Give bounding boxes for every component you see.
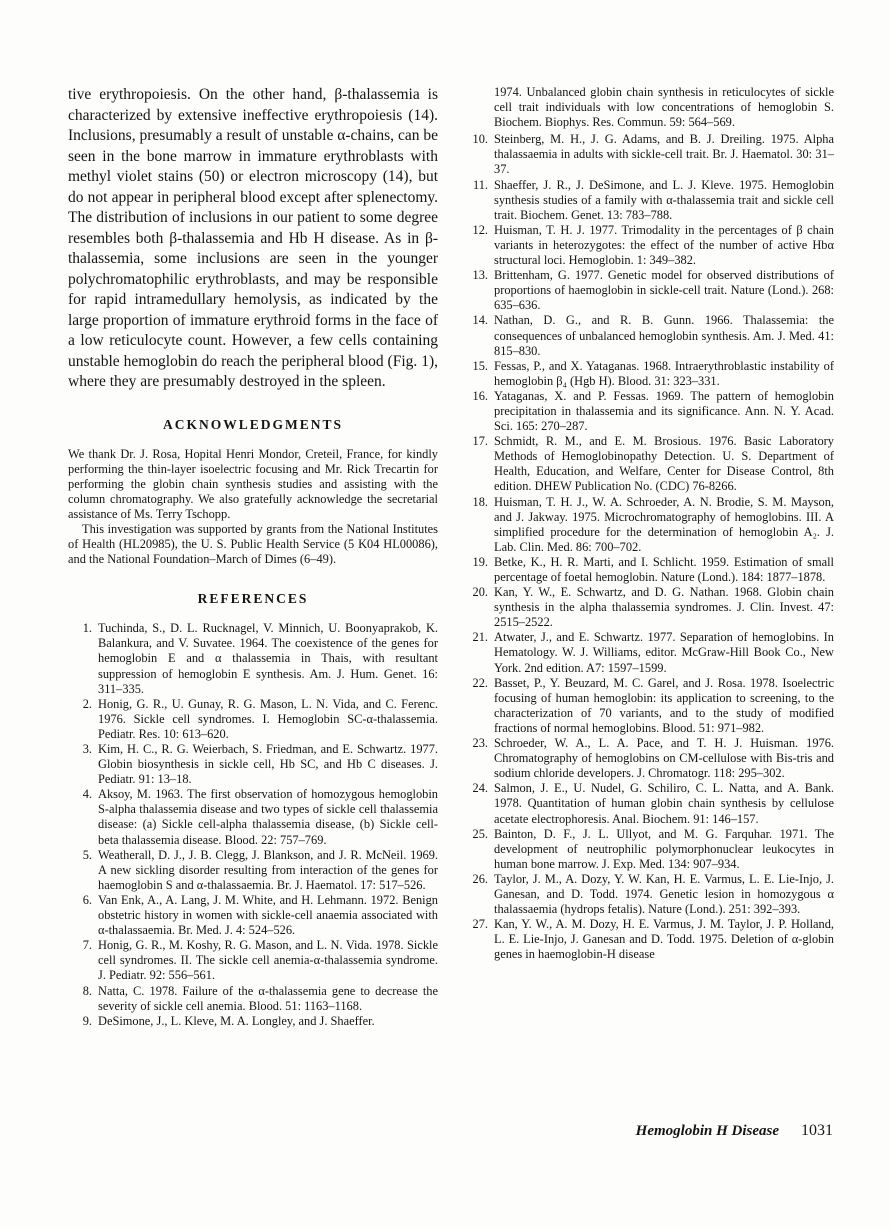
reference-text: Salmon, J. E., U. Nudel, G. Schiliro, C. L. Natta, and A. Bank. 1978. Quantitation of human globin chain synthesis by cellulose acetate electrophoresis. Anal. Biochem. 91: 146–157. xyxy=(494,781,834,826)
reference-text: Van Enk, A., A. Lang, J. M. White, and H. Lehmann. 1972. Benign obstetric history in women with sickle-cell anaemia associated with α-thalassaemia. Br. Med. J. 4: 524–526. xyxy=(98,892,438,938)
reference-number: 20. xyxy=(472,585,488,600)
two-column-layout xyxy=(68,85,833,1029)
reference-item xyxy=(68,848,438,893)
reference-item xyxy=(68,697,438,742)
reference-number: 21. xyxy=(472,630,488,645)
reference-number: 8. xyxy=(82,983,92,998)
reference-number: 13. xyxy=(472,268,488,283)
reference-number: 22. xyxy=(472,675,488,690)
reference-number: 2. xyxy=(82,696,92,711)
reference-number: 10. xyxy=(472,132,488,147)
reference-item xyxy=(68,984,438,1014)
reference-item xyxy=(464,359,834,389)
reference-number: 14. xyxy=(472,313,488,328)
reference-item xyxy=(68,893,438,938)
reference-item xyxy=(464,389,834,434)
reference-number: 16. xyxy=(472,388,488,403)
reference-item xyxy=(464,178,834,223)
reference-9-continuation: 1974. Unbalanced globin chain synthesis in reticulocytes of sickle cell trait individuals with low concentrations of hemoglobin S. Biochem. Biophys. Res. Commun. 59: 564–569. xyxy=(494,85,834,130)
reference-number: 24. xyxy=(472,781,488,796)
references-list-right xyxy=(464,132,834,962)
reference-number: 15. xyxy=(472,358,488,373)
reference-number: 25. xyxy=(472,826,488,841)
reference-item xyxy=(464,917,834,962)
reference-item xyxy=(68,938,438,983)
left-column xyxy=(68,85,438,1029)
reference-number: 26. xyxy=(472,871,488,886)
reference-text: Yataganas, X. and P. Fessas. 1969. The pattern of hemoglobin precipitation in thalassemia and its significance. Ann. N. Y. Acad. Sci. 165: 270–287. xyxy=(494,388,834,434)
body-paragraph: tive erythropoiesis. On the other hand, β-thalassemia is characterized by extensive ineffective erythropoiesis (14). Inclusions, presumably a result of unstable α-chains, can be seen in the bone marrow in immature erythroblasts with methyl violet stains (50) or electron microscopy (14), but do not appear in peripheral blood except after splenectomy. The distribution of inclusions in our patient to some degree resembles both β-thalassemia and Hb H disease. As in β-thalassemia, some inclusions are seen in the younger polychromatophilic erythroblasts, and may be responsible for rapid intramedullary hemolysis, as indicated by the large proportion of immature erythroid forms in the face of a low reticulocyte count. However, a few cells containing unstable hemoglobin do reach the peripheral blood (Fig. 1), where they are presumably destroyed in the spleen. xyxy=(68,86,438,390)
reference-number: 4. xyxy=(82,787,92,802)
reference-number: 18. xyxy=(472,494,488,509)
references-list-left xyxy=(68,621,438,1029)
right-column xyxy=(464,85,834,1029)
running-title: Hemoglobin H Disease xyxy=(635,1123,779,1139)
reference-text: Schroeder, W. A., L. A. Pace, and T. H. J. Huisman. 1976. Chromatography of hemoglobins on CM-cellulose with Bis-tris and sodium chloride developers. J. Chromatogr. 118: 295–302. xyxy=(494,736,834,781)
reference-number: 23. xyxy=(472,736,488,751)
reference-number: 9. xyxy=(82,1013,92,1028)
reference-text: Taylor, J. M., A. Dozy, Y. W. Kan, H. E. Varmus, L. E. Lie-Injo, J. Ganesan, and D. Todd. 1974. Genetic lesion in homozygous α thalassaemia (hydrops fetalis). Nature (Lond.). 251: 392–393. xyxy=(494,871,834,917)
reference-item xyxy=(464,827,834,872)
reference-item xyxy=(68,1014,438,1029)
reference-item xyxy=(68,742,438,787)
reference-number: 3. xyxy=(82,742,92,756)
reference-number: 11. xyxy=(472,177,488,192)
reference-text: Steinberg, M. H., J. G. Adams, and B. J. Dreiling. 1975. Alpha thalassaemia in adults with sickle-cell trait. Br. J. Haematol. 30: 31–37. xyxy=(494,132,834,177)
reference-text: Brittenham, G. 1977. Genetic model for observed distributions of proportions of haemoglobin in sickle-cell trait. Nature (Lond.). 268: 635–636. xyxy=(494,268,834,313)
reference-text: Tuchinda, S., D. L. Rucknagel, V. Minnich, U. Boonyaprakob, K. Balankura, and V. Suvatee. 1964. The coexistence of the genes for hemoglobin E and α thalassemia in Thais, with resultant suppression of hemoglobin E synthesis. Am. J. Hum. Genet. 16: 311–335. xyxy=(98,621,438,696)
page-number: 1031 xyxy=(801,1122,833,1139)
reference-text: Shaeffer, J. R., J. DeSimone, and L. J. Kleve. 1975. Hemoglobin synthesis studies of a family with α-thalassemia trait and sickle cell trait. Biochem. Genet. 13: 783–788. xyxy=(494,177,834,222)
reference-item xyxy=(68,621,438,696)
reference-text: Betke, K., H. R. Marti, and I. Schlicht. 1959. Estimation of small percentage of foetal hemoglobin. Nature (Lond.). 184: 1877–1878. xyxy=(494,554,834,584)
reference-text: Honig, G. R., M. Koshy, R. G. Mason, and L. N. Vida. 1978. Sickle cell syndromes. II. The sickle cell anemia-α-thalassemia syndrome. J. Pediatr. 92: 556–561. xyxy=(98,938,438,983)
references-heading: REFERENCES xyxy=(197,591,309,607)
reference-text: Weatherall, D. J., J. B. Clegg, J. Blankson, and J. R. McNeil. 1969. A new sickling disorder resulting from interaction of the genes for haemoglobin S and α-thalassaemia. Br. J. Haematol. 17: 517–526. xyxy=(98,847,438,892)
reference-text: Natta, C. 1978. Failure of the α-thalassemia gene to decrease the severity of sickle cell anemia. Blood. 51: 1163–1168. xyxy=(98,983,438,1013)
reference-number: 6. xyxy=(82,892,92,907)
reference-item xyxy=(464,585,834,630)
reference-item xyxy=(464,223,834,268)
reference-text: Fessas, P., and X. Yataganas. 1968. Intraerythroblastic instability of hemoglobin β₄ (Hgb H). Blood. 31: 323–331. xyxy=(494,358,834,388)
reference-item xyxy=(464,781,834,826)
reference-item xyxy=(68,787,438,847)
reference-item xyxy=(464,313,834,358)
reference-text: Kim, H. C., R. G. Weierbach, S. Friedman, and E. Schwartz. 1977. Globin biosynthesis in sickle cell, Hb SC, and Hb C diseases. J. Pediatr. 91: 13–18. xyxy=(98,742,438,787)
reference-text: Bainton, D. F., J. L. Ullyot, and M. G. Farquhar. 1971. The development of neutrophilic polymorphonuclear leukocytes in human bone marrow. J. Exp. Med. 134: 907–934. xyxy=(494,826,834,871)
reference-item xyxy=(464,555,834,585)
reference-text: Kan, Y. W., E. Schwartz, and D. G. Nathan. 1968. Globin chain synthesis in the alpha thalassemia syndromes. J. Clin. Invest. 47: 2515–2522. xyxy=(494,585,834,630)
reference-text: Aksoy, M. 1963. The first observation of homozygous hemoglobin S-alpha thalassemia disease and two types of sickle cell thalassemia disease: (a) Sickle cell-alpha thalassemia disease, (b) Sickle cell-beta thalassemia disease. Blood. 22: 757–769. xyxy=(98,787,438,847)
reference-item xyxy=(464,132,834,177)
reference-number: 7. xyxy=(82,938,92,953)
acknowledgments-heading: ACKNOWLEDGMENTS xyxy=(162,416,344,432)
reference-item xyxy=(464,268,834,313)
reference-item xyxy=(464,630,834,675)
page-footer xyxy=(636,1122,833,1140)
reference-item xyxy=(464,676,834,736)
reference-item xyxy=(464,736,834,781)
reference-item xyxy=(464,872,834,917)
reference-text: Atwater, J., and E. Schwartz. 1977. Separation of hemoglobins. In Hematology. W. J. Williams, editor. McGraw-Hill Book Co., New York. 2nd edition. A7: 1597–1599. xyxy=(494,630,834,675)
reference-number: 12. xyxy=(472,222,488,237)
reference-number: 19. xyxy=(472,554,488,569)
reference-text: Huisman, T. H. J., W. A. Schroeder, A. N. Brodie, S. M. Mayson, and J. Jakway. 1975. Microchromatography of hemoglobins. III. A simplified procedure for the determination of hemoglobin A₂. J. Lab. Clin. Med. 86: 700–702. xyxy=(494,494,834,554)
reference-text: Basset, P., Y. Beuzard, M. C. Garel, and J. Rosa. 1978. Isoelectric focusing of human hemoglobin: its application to screening, to the characterization of 70 variants, and to the study of modified fractions of normal hemoglobins. Blood. 51: 971–982. xyxy=(494,675,834,735)
reference-text: Huisman, T. H. J. 1977. Trimodality in the percentages of β chain variants in heterozygotes: the effect of the number of active Hbα structural loci. Hemoglobin. 1: 349–382. xyxy=(494,222,834,268)
reference-text: DeSimone, J., L. Kleve, M. A. Longley, and J. Shaeffer. xyxy=(98,1013,375,1028)
reference-text: Schmidt, R. M., and E. M. Brosious. 1976. Basic Laboratory Methods of Hemoglobinopathy Detection. U. S. Department of Health, Education, and Welfare, Center for Disease Control, 8th edition. DHEW Publication No. (CDC) 76-8266. xyxy=(494,434,834,494)
reference-text: Honig, G. R., U. Gunay, R. G. Mason, L. N. Vida, and C. Ferenc. 1976. Sickle cell syndromes. I. Hemoglobin SC-α-thalassemia. Pediatr. Res. 10: 613–620. xyxy=(98,696,438,741)
reference-number: 5. xyxy=(82,847,92,862)
reference-number: 27. xyxy=(472,917,488,932)
reference-text: Kan, Y. W., A. M. Dozy, H. E. Varmus, J. M. Taylor, J. P. Holland, L. E. Lie-Injo, J. Ganesan and D. Todd. 1975. Deletion of α-globin genes in haemoglobin-H disease xyxy=(494,917,834,962)
reference-item xyxy=(464,495,834,555)
acknowledgments-paragraph-1: We thank Dr. J. Rosa, Hopital Henri Mondor, Creteil, France, for kindly performing the thin-layer isoelectric focusing and Mr. Rick Trecartin for performing the globin chain synthesis studies and assisting with the column chromatography. We also gratefully acknowledge the secretarial assistance of Ms. Terry Tschopp. xyxy=(68,446,438,521)
reference-number: 1. xyxy=(82,621,92,636)
reference-text: Nathan, D. G., and R. B. Gunn. 1966. Thalassemia: the consequences of unbalanced hemoglobin synthesis. Am. J. Med. 41: 815–830. xyxy=(494,313,834,358)
reference-item xyxy=(464,434,834,494)
reference-number: 17. xyxy=(472,434,488,449)
acknowledgments-paragraph-2: This investigation was supported by grants from the National Institutes of Health (HL20985), the U. S. Public Health Service (5 K04 HL00086), and the National Foundation–March of Dimes (6–49). xyxy=(68,521,438,567)
